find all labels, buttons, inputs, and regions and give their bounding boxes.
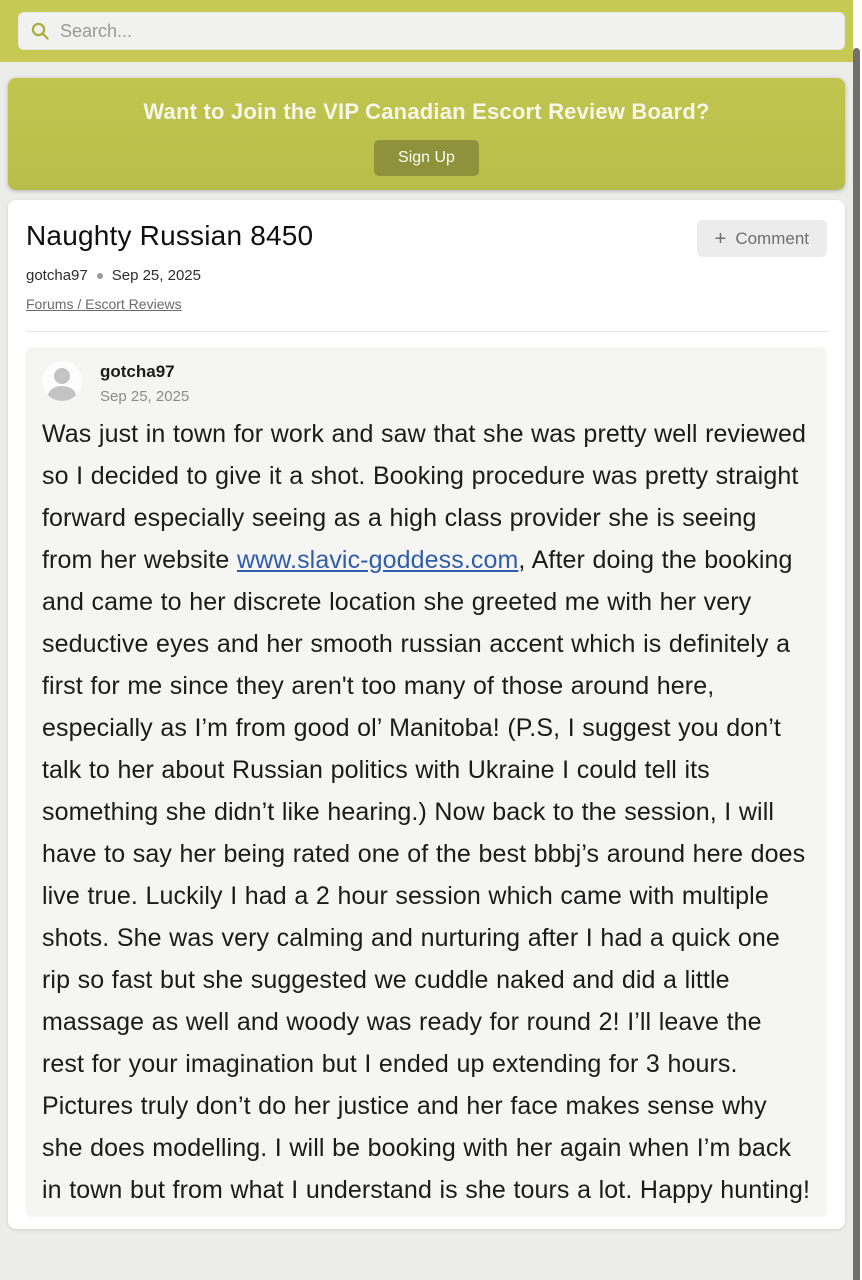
page-title: Naughty Russian 8450 xyxy=(26,220,314,251)
scrollbar-track[interactable] xyxy=(853,0,862,1280)
divider xyxy=(26,331,827,332)
user-icon xyxy=(54,368,70,384)
search-box[interactable] xyxy=(18,12,845,50)
post-date: Sep 25, 2025 xyxy=(100,388,190,405)
title-row xyxy=(26,218,827,257)
post-body xyxy=(42,413,811,1211)
comment-button[interactable] xyxy=(697,220,827,257)
search-input[interactable] xyxy=(60,21,833,42)
breadcrumb-row xyxy=(26,296,827,314)
avatar[interactable] xyxy=(42,361,82,401)
post-author[interactable]: gotcha97 xyxy=(100,362,175,381)
top-search-bar xyxy=(0,0,853,62)
post-link[interactable]: www.slavic-goddess.com xyxy=(236,546,519,574)
plus-icon: + xyxy=(714,227,727,250)
post-header-text xyxy=(100,361,189,405)
thread-date: Sep 25, 2025 xyxy=(111,267,201,284)
thread-author[interactable]: gotcha97 xyxy=(26,267,88,284)
post-card xyxy=(26,347,827,1217)
search-icon xyxy=(30,21,50,41)
thread-meta xyxy=(26,267,827,284)
scrollbar-thumb[interactable] xyxy=(853,48,860,1280)
thread-card xyxy=(8,200,845,1229)
post-text-after-link: , After doing the booking and came to her discrete location she greeted me with her very seductive eyes and her smooth russian accent which is definitely a first for me since they aren't too many of those around here, especially as I’m from good ol’ Manitoba! (P.S, I suggest you don’t talk to her about Russian politics with Ukraine I could tell its something she didn’t like hearing.) Now back to the session, I will have to say her being rated one of the best bbbj’s around here does live true. Luckily I had a 2 hour session which came with multiple shots. She was very calming and nurturing after I had a quick one rip so fast but she suggested we cuddle naked and did a little massage as well and woody was ready for round 2! I’ll leave the rest for your imagination but I ended up extending for 3 hours. Pictures truly don’t do her justice and her face makes sense why she does modelling. I will be booking with her again when I’m back in town but from what I understand is she tours a lot. Happy hunting! xyxy=(42,546,810,1204)
dot-separator xyxy=(97,273,103,279)
post-header xyxy=(42,361,811,405)
comment-button-label: Comment xyxy=(735,228,809,248)
sign-up-button[interactable]: Sign Up xyxy=(374,140,479,176)
post-text-before-link: Was just in town for work and saw that she was pretty well reviewed so I decided to give it a shot. Booking procedure was pretty straight forward especially seeing as a high class provider she is seeing from her website xyxy=(42,420,806,574)
banner-title: Want to Join the VIP Canadian Escort Review Board? xyxy=(143,99,710,124)
breadcrumb[interactable]: Forums / Escort Reviews xyxy=(26,296,182,312)
vip-signup-banner xyxy=(8,78,845,190)
